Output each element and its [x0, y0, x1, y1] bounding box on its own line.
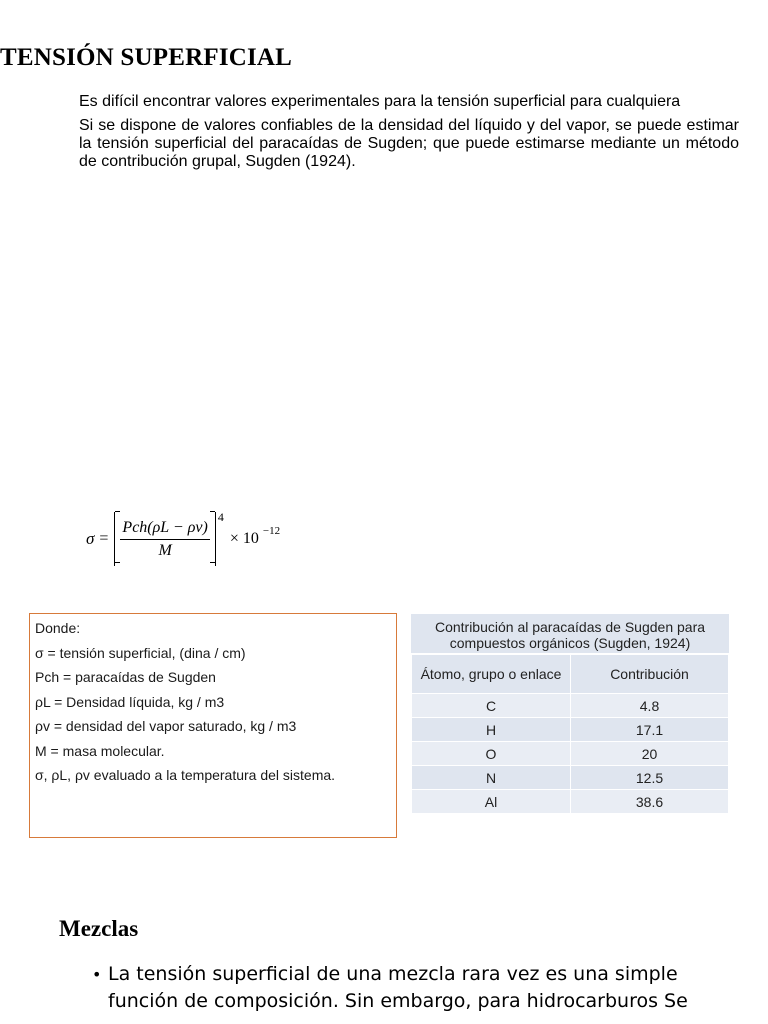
definition-line: σ = tensión superficial, (dina / cm): [35, 644, 246, 661]
table-cell-atom: O: [412, 742, 571, 766]
intro-paragraph: Si se dispone de valores confiables de la densidad del líquido y del vapor, se puede estimar la tensión superficial del paracaídas de Sugden; que puede estimarse mediante un método de contribución grupal, Sugden (1924).: [79, 117, 739, 170]
definitions-box: [29, 613, 397, 838]
table-header-atom: Átomo, grupo o enlace: [412, 655, 571, 694]
definition-line: σ, ρL, ρv evaluado a la temperatura del sistema.: [35, 767, 336, 783]
definition-line: Donde:: [35, 620, 81, 636]
table-cell-atom: Al: [412, 790, 571, 814]
formula-exponent: 4: [217, 509, 224, 524]
mixtures-bullet: [92, 961, 752, 1015]
formula-bracket: [114, 512, 215, 566]
mixtures-heading: Mezclas: [59, 916, 139, 941]
formula-denominator: M: [158, 541, 172, 559]
table-cell-atom: C: [412, 694, 571, 718]
table-cell-value: 12.5: [571, 766, 729, 790]
definition-line: ρv = densidad del vapor saturado, kg / m3: [35, 718, 297, 734]
table-cell-value: 38.6: [571, 790, 729, 814]
table-row: [412, 694, 729, 718]
table-row: [412, 766, 729, 790]
table-cell-value: 17.1: [571, 718, 729, 742]
table-header-contribution: Contribución: [571, 655, 729, 694]
definition-line: ρL = Densidad líquida, kg / m3: [35, 693, 225, 710]
sugden-formula: [86, 509, 281, 566]
definition-line: M = masa molecular.: [35, 742, 165, 759]
sugden-contribution-table: [411, 614, 729, 814]
formula-equals: =: [99, 530, 109, 547]
mixtures-bullet-text: La tensión superficial de una mezcla rara vez es una simple función de composición. Sin embargo, para hidrocarburos Se: [108, 963, 688, 1012]
table-cell-value: 20: [571, 742, 729, 766]
formula-times: × 10: [229, 530, 259, 547]
table-cell-atom: N: [412, 766, 571, 790]
table-caption: Contribución al paracaídas de Sugden para compuestos orgánicos (Sugden, 1924): [411, 614, 729, 654]
formula-fraction: [120, 519, 209, 560]
table-row: [412, 742, 729, 766]
formula-numerator: Pch(ρL − ρv): [120, 519, 209, 540]
page-title: TENSIÓN SUPERFICIAL: [0, 44, 293, 71]
bullet-icon: •: [92, 965, 102, 984]
formula-sigma: σ: [86, 529, 95, 548]
table-row: [412, 790, 729, 814]
table-row: [412, 718, 729, 742]
table-header-row: [412, 655, 729, 694]
intro-text: [79, 93, 739, 177]
definition-line: Pch = paracaídas de Sugden: [35, 669, 216, 685]
table-cell-value: 4.8: [571, 694, 729, 718]
intro-paragraph: Es difícil encontrar valores experimentales para la tensión superficial para cualquiera: [79, 93, 681, 110]
formula-power: −12: [262, 525, 281, 537]
table-cell-atom: H: [412, 718, 571, 742]
